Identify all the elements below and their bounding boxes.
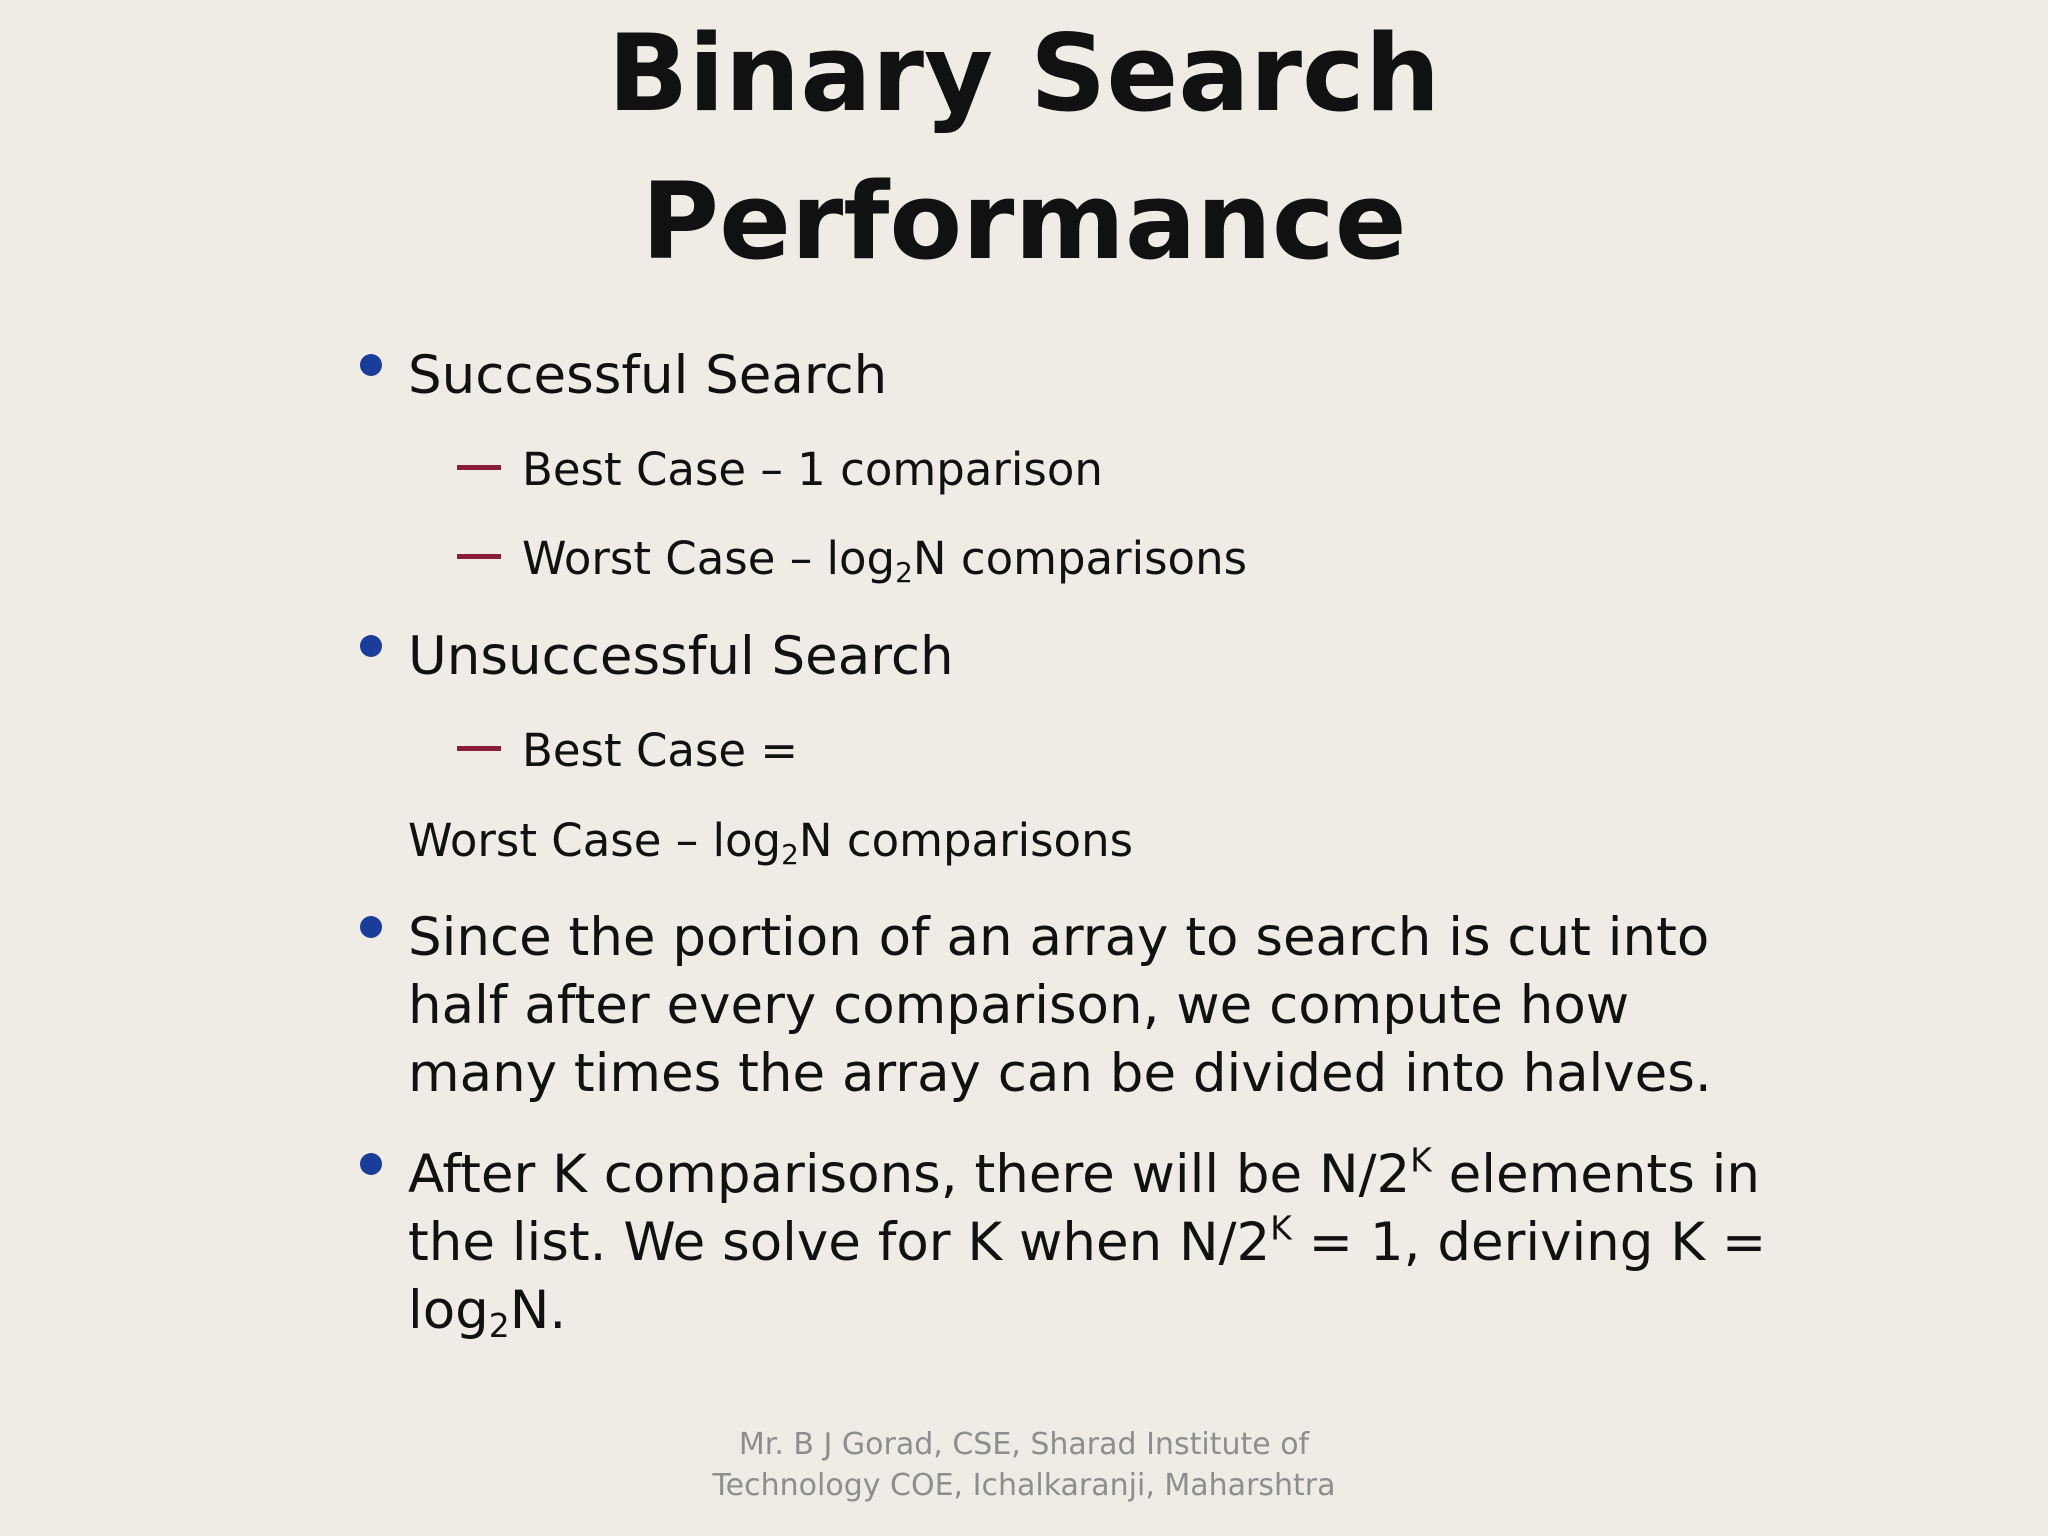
sub-item-1-2-subscript: 2 bbox=[895, 555, 913, 589]
bullet-4-text bbox=[408, 1141, 1778, 1345]
sub-item-1-2-post: N comparisons bbox=[912, 532, 1248, 585]
bullet-4-part-2: elements in the list. We solve for K when N/2 bbox=[408, 1144, 1760, 1273]
bullet-dot-2 bbox=[360, 635, 382, 657]
footer-line-2: Technology COE, Ichalkaranji, Maharshtra bbox=[712, 1468, 1336, 1503]
sub-item-1-2 bbox=[522, 530, 1247, 588]
sub-item-1-2-pre: Worst Case – log bbox=[522, 532, 896, 585]
sub-item-2-1-text: Best Case = bbox=[522, 724, 799, 777]
bullet-4-part-4: N. bbox=[509, 1280, 567, 1341]
bullet-dot-1 bbox=[360, 354, 382, 376]
continuation-pre: Worst Case – log bbox=[408, 814, 782, 867]
bullet-1-text: Successful Search bbox=[408, 345, 888, 406]
sub-item-1-1-text: Best Case – 1 comparison bbox=[522, 443, 1103, 496]
sub-dash-2-1 bbox=[457, 746, 501, 751]
bullet-4-superscript-2: K bbox=[1270, 1208, 1292, 1248]
bullet-dot-3 bbox=[360, 916, 382, 938]
bullet-4-part-3: = 1, deriving K = log bbox=[408, 1212, 1767, 1341]
title-line-1: Binary Search bbox=[607, 12, 1441, 135]
footer-line-1: Mr. B J Gorad, CSE, Sharad Institute of bbox=[738, 1427, 1310, 1462]
bullet-dot-4 bbox=[360, 1153, 382, 1175]
sub-dash-1-2 bbox=[457, 554, 501, 559]
bullet-3-text: Since the portion of an array to search is cut into half after every comparison, we compute how many times the array can be divided into halves. bbox=[408, 907, 1712, 1104]
title-line-2: Performance bbox=[641, 160, 1407, 283]
continuation-line bbox=[408, 812, 1133, 870]
bullet-4-superscript-1: K bbox=[1410, 1140, 1432, 1180]
slide-footer bbox=[0, 1424, 2048, 1506]
continuation-subscript: 2 bbox=[781, 837, 799, 871]
bullet-4-part-1: After K comparisons, there will be N/2 bbox=[408, 1144, 1411, 1205]
bullet-4-subscript: 2 bbox=[488, 1306, 510, 1346]
continuation-post: N comparisons bbox=[798, 814, 1134, 867]
sub-dash-1-1 bbox=[457, 465, 501, 470]
bullet-2-text: Unsuccessful Search bbox=[408, 626, 954, 687]
